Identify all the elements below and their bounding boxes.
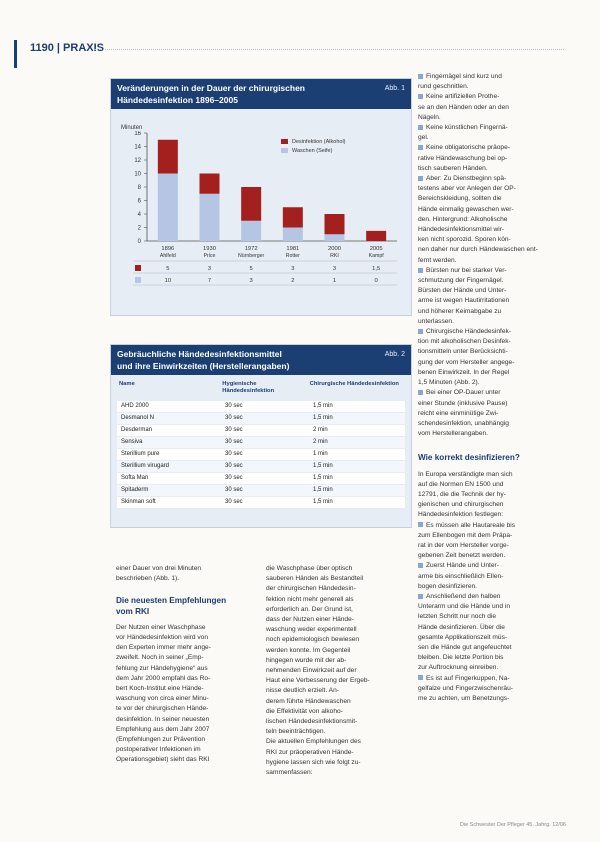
bullet-square-icon bbox=[418, 74, 423, 79]
cell-name: AHD 2000 bbox=[121, 403, 149, 409]
text-line: erforderlich an. Der Grund ist, bbox=[266, 605, 353, 613]
text-line: 12791, die die Technik der hy- bbox=[418, 490, 506, 498]
bullet-text: nen daher nur durch Händewaschen ent- bbox=[418, 246, 538, 254]
category-year-label: 1981 bbox=[286, 246, 300, 252]
bullet-line bbox=[418, 235, 566, 245]
text-line: vor Händedesinfektion wird von bbox=[116, 634, 208, 642]
bullet-text: den. Hintergrund: Alkoholische bbox=[418, 215, 508, 223]
text-line: RKI zur präoperativen Hände- bbox=[266, 748, 354, 756]
table-row bbox=[117, 473, 405, 484]
cell-name: Desderman bbox=[121, 427, 153, 433]
cell-chirurgisch: 1 min bbox=[313, 451, 328, 457]
bullet-line bbox=[418, 225, 566, 235]
row-waschen-value: 7 bbox=[207, 278, 212, 284]
subhead-rki-line2: vom RKI bbox=[116, 606, 150, 616]
row-desinfektion-value: 3 bbox=[291, 266, 295, 272]
category-year-label: 1896 bbox=[161, 246, 175, 252]
text-line: fektion nicht mehr generell als bbox=[266, 595, 354, 603]
bullet-line bbox=[418, 623, 566, 633]
row-waschen-value: 10 bbox=[164, 278, 172, 284]
table-header-chirurgisch: Chirurgische Händedesinfektion bbox=[309, 381, 399, 387]
bullet-text: schmutzung der Fingernägel. bbox=[418, 277, 504, 285]
text-line: Haut eine Verbesserung der Ergeb- bbox=[266, 677, 370, 685]
bar-waschen bbox=[325, 234, 345, 241]
cell-hygienisch: 30 sec bbox=[225, 427, 243, 433]
y-tick-label: 0 bbox=[137, 239, 141, 245]
row-desinfektion-value: 3 bbox=[207, 266, 212, 272]
bullet-text: gel. bbox=[418, 134, 429, 142]
text-line: die Effektivität von alkoho- bbox=[266, 707, 343, 715]
bullet-item bbox=[418, 123, 566, 143]
bullet-text: rative Händewaschung bei op- bbox=[418, 154, 508, 162]
bullet-square-icon bbox=[418, 176, 423, 181]
bullet-line bbox=[418, 592, 566, 602]
bullet-item bbox=[418, 388, 566, 439]
bar-desinfektion bbox=[283, 207, 303, 227]
text-line: nisse deutlich erzielt. An- bbox=[266, 687, 339, 695]
bullet-text: sen die Hände gut angefeuchtet bbox=[418, 643, 512, 651]
bullet-text: Keine künstlichen Fingernä- bbox=[426, 124, 508, 132]
text-line: einer Dauer von drei Minuten bbox=[116, 565, 202, 572]
y-tick-label: 16 bbox=[134, 131, 141, 137]
category-author-label: Price bbox=[203, 253, 216, 259]
bullet-text: zum Ellenbogen mit dem Präpa- bbox=[418, 531, 513, 539]
bullet-text: rat in der vom Hersteller vorge- bbox=[418, 541, 509, 549]
cell-name: Spitaderm bbox=[121, 487, 149, 493]
bullet-line bbox=[418, 572, 566, 582]
bullet-line bbox=[418, 143, 566, 153]
y-tick-label: 4 bbox=[137, 212, 141, 218]
text-line: te vor der chirurgischen Hände- bbox=[116, 705, 209, 713]
bullet-text: 1,5 Minuten (Abb. 2). bbox=[418, 379, 480, 387]
cell-hygienisch: 30 sec bbox=[225, 499, 243, 505]
text-line: (Empfehlungen zur Prävention bbox=[116, 736, 206, 744]
row-desinfektion-value: 5 bbox=[249, 266, 253, 272]
bullet-text: gesamte Applikationszeit müs- bbox=[418, 633, 508, 641]
bullet-item bbox=[418, 521, 566, 562]
bullet-text: arme ist wegen Hautirritationen bbox=[418, 297, 510, 305]
bullet-text: Hände einmalig gewaschen wer- bbox=[418, 205, 514, 213]
bullet-text: tisch sauberen Händen. bbox=[418, 164, 488, 172]
header-accent-bar bbox=[14, 40, 17, 68]
subhead-rki bbox=[116, 596, 256, 616]
bullet-text: bleiben. Die letzte Portion bis bbox=[418, 654, 504, 662]
bullet-text: schendesinfektion, unabhängig bbox=[418, 419, 509, 427]
category-author-label: Ahlfeld bbox=[159, 253, 176, 259]
bullet-text: Zuerst Hände und Unter- bbox=[426, 562, 499, 570]
bullet-text: se an den Händen oder an den bbox=[418, 103, 509, 111]
bullet-line bbox=[418, 327, 566, 337]
page-header: 1190 | PRAXIS bbox=[30, 42, 105, 54]
cell-hygienisch: 30 sec bbox=[225, 475, 243, 481]
bullet-line bbox=[418, 337, 566, 347]
bar-waschen bbox=[283, 228, 303, 242]
bullet-line bbox=[418, 317, 566, 327]
figure-1-title-line1: Veränderungen in der Dauer der chirurgischen bbox=[117, 83, 305, 93]
bullet-line bbox=[418, 276, 566, 286]
bullet-item bbox=[418, 92, 566, 123]
cell-hygienisch: 30 sec bbox=[225, 439, 243, 445]
y-tick-label: 8 bbox=[137, 185, 141, 191]
bullet-item bbox=[418, 674, 566, 705]
cell-chirurgisch: 1,5 min bbox=[313, 463, 333, 469]
bullet-line bbox=[418, 674, 566, 684]
text-line: hygiene lassen sich wie folgt zu- bbox=[266, 758, 361, 766]
bullet-text: tion mit alkoholischen Desinfek- bbox=[418, 338, 511, 346]
category-author-label: RKI bbox=[330, 253, 339, 259]
bullet-text: me zu achten, um Benetzungs- bbox=[418, 694, 510, 702]
page-footer: Die Schwester Der Pfleger 45. Jahrg. 12/06 bbox=[459, 822, 566, 828]
legend-label-desinfektion: Desinfektion (Alkohol) bbox=[292, 138, 346, 145]
cell-name: Skinman soft bbox=[121, 499, 156, 505]
column-left bbox=[116, 564, 256, 766]
bullet-line bbox=[418, 633, 566, 643]
cell-hygienisch: 30 sec bbox=[225, 487, 243, 493]
text-line: hingegen wurde mit der ab- bbox=[266, 656, 347, 664]
bullet-line bbox=[418, 612, 566, 622]
row-desinfektion-value: 1,5 bbox=[372, 266, 381, 272]
bullet-line bbox=[418, 184, 566, 194]
cell-chirurgisch: 1,5 min bbox=[313, 499, 333, 505]
bullet-line bbox=[418, 245, 566, 255]
bullet-line bbox=[418, 582, 566, 592]
bullet-line bbox=[418, 205, 566, 215]
text-line: teln beeinträchtigen. bbox=[266, 728, 326, 736]
figure-1 bbox=[110, 78, 412, 316]
bullet-line bbox=[418, 347, 566, 357]
row-swatch-desinfektion bbox=[135, 265, 141, 271]
bar-waschen bbox=[158, 174, 178, 242]
bullet-line bbox=[418, 113, 566, 123]
bullet-line bbox=[418, 133, 566, 143]
cell-name: Sterillium virugard bbox=[121, 463, 170, 469]
bullet-square-icon bbox=[418, 522, 423, 527]
bullet-text: Bei einer OP-Dauer unter bbox=[426, 389, 501, 397]
bullet-square-icon bbox=[418, 563, 423, 568]
bullet-line bbox=[418, 286, 566, 296]
text-line: beschrieben (Abb. 1). bbox=[116, 575, 180, 583]
bar-waschen bbox=[241, 221, 261, 241]
table-header-hygienisch: Hygienische Händedesinfektion bbox=[222, 381, 275, 394]
bullet-line bbox=[418, 307, 566, 317]
text-line: noch epidemiologisch bewiesen bbox=[266, 636, 360, 644]
bullet-text: Chirurgische Händedesinfek- bbox=[426, 328, 512, 336]
text-line: lischen Händedesinfektionsmit- bbox=[266, 718, 358, 726]
bullet-square-icon bbox=[418, 125, 423, 130]
bullet-square-icon bbox=[418, 390, 423, 395]
table-row bbox=[117, 485, 405, 496]
bullet-text: unterlassen. bbox=[418, 317, 454, 325]
text-line: fehlung zur Händehygiene“ aus bbox=[116, 664, 208, 672]
text-line: sammenfassen: bbox=[266, 769, 313, 777]
bullet-line bbox=[418, 531, 566, 541]
bullet-text: Es ist auf Fingerkuppen, Na- bbox=[426, 674, 510, 682]
figure-2 bbox=[110, 344, 412, 528]
cell-hygienisch: 30 sec bbox=[225, 403, 243, 409]
row-desinfektion-value: 5 bbox=[166, 266, 170, 272]
bullet-text: gung der vom Hersteller angege- bbox=[418, 358, 515, 366]
category-author-label: Kampf bbox=[368, 253, 384, 259]
text-line: auf die Normen EN 1500 und bbox=[418, 480, 504, 488]
cell-name: Softa Man bbox=[121, 475, 149, 481]
bullet-line bbox=[418, 194, 566, 204]
bullet-text: ken nicht sporozid. Sporen kön- bbox=[418, 236, 511, 244]
bullet-line bbox=[418, 82, 566, 92]
bullet-text: Fingernägel sind kurz und bbox=[426, 73, 502, 80]
category-author-label: Rotter bbox=[285, 253, 300, 259]
bullet-line bbox=[418, 164, 566, 174]
chart-legend bbox=[281, 137, 346, 155]
bullet-text: bogen desinfizieren. bbox=[418, 582, 478, 590]
bullet-text: gelfalze und Fingerzwischenräu- bbox=[418, 684, 513, 692]
subhead-rki-line1: Die neuesten Empfehlungen bbox=[116, 596, 227, 606]
bullet-square-icon bbox=[418, 145, 423, 150]
bar-desinfektion bbox=[325, 214, 345, 234]
cell-name: Desmanol N bbox=[121, 415, 155, 421]
bullet-text: zur Auftrocknung einreiben. bbox=[418, 664, 499, 672]
bullet-square-icon bbox=[418, 94, 423, 99]
bullet-text: Anschließend den halben bbox=[426, 592, 501, 600]
bullet-item bbox=[418, 174, 566, 266]
bullet-line bbox=[418, 602, 566, 612]
bullet-text: arme bis einschließlich Ellen- bbox=[418, 572, 504, 580]
figure-2-title-line2: und ihre Einwirkzeiten (Herstellerangaben) bbox=[117, 361, 290, 371]
legend-label-waschen: Waschen (Seife) bbox=[292, 147, 333, 154]
bullet-line bbox=[418, 541, 566, 551]
cell-chirurgisch: 1,5 min bbox=[313, 415, 333, 421]
text-line: Operationsgebiet) sieht das RKI bbox=[116, 756, 210, 764]
header-rule bbox=[94, 49, 564, 50]
text-line: der chirurgischen Händedesin- bbox=[266, 585, 356, 593]
bullet-line bbox=[418, 174, 566, 184]
bullet-text: Es müssen alle Hautareale bis bbox=[426, 521, 516, 529]
bullet-text: Bürsten der Hände und Unter- bbox=[418, 287, 507, 295]
table-row bbox=[117, 461, 405, 472]
bullet-item bbox=[418, 266, 566, 327]
bullet-text: letzten Schritt nur noch die bbox=[418, 613, 497, 621]
bullet-line bbox=[418, 388, 566, 398]
row-swatch-waschen bbox=[135, 277, 141, 283]
bullet-text: Bürsten nur bei starker Ver- bbox=[426, 266, 507, 274]
bullet-line bbox=[418, 521, 566, 531]
bullet-line bbox=[418, 256, 566, 266]
bullet-text: Unterarm und die Hände und in bbox=[418, 603, 511, 611]
figure-2-title-line1: Gebräuchliche Händedesinfektionsmittel bbox=[117, 349, 282, 359]
text-line: desinfektion. In seiner neuesten bbox=[116, 715, 210, 723]
bullet-square-icon bbox=[418, 329, 423, 334]
bullet-line bbox=[418, 643, 566, 653]
text-line: derem führte Händewaschen bbox=[266, 697, 351, 705]
bar-desinfektion bbox=[158, 140, 178, 174]
bullet-text: Aber: Zu Dienstbeginn spä- bbox=[426, 175, 507, 183]
bullet-text: gebenen Zeit benetzt werden. bbox=[418, 552, 506, 560]
bullet-line bbox=[418, 561, 566, 571]
cell-chirurgisch: 1,5 min bbox=[313, 487, 333, 493]
cell-hygienisch: 30 sec bbox=[225, 463, 243, 469]
bullet-text: benen Einwirkzeit. In der Regel bbox=[418, 368, 510, 376]
bullet-line bbox=[418, 103, 566, 113]
bullet-line bbox=[418, 266, 566, 276]
table-body bbox=[117, 401, 405, 508]
text-line: sauberen Händen als Bestandteil bbox=[266, 575, 364, 583]
row-desinfektion-value: 3 bbox=[332, 266, 337, 272]
bullet-text: reicht eine einminütige Zwi- bbox=[418, 409, 499, 417]
bar-desinfektion bbox=[366, 231, 386, 241]
y-tick-label: 14 bbox=[134, 144, 141, 151]
table-row bbox=[117, 437, 405, 448]
bullet-text: Keine artifiziellen Prothe- bbox=[426, 93, 500, 101]
bullet-line bbox=[418, 399, 566, 409]
text-line: werden konnte. Im Gegenteil bbox=[266, 646, 351, 654]
bullet-item bbox=[418, 327, 566, 388]
bullet-line bbox=[418, 123, 566, 133]
bullet-text: testens aber vor Anlegen der OP- bbox=[418, 185, 516, 193]
table-row bbox=[117, 497, 405, 508]
bullet-square-icon bbox=[418, 675, 423, 680]
bullet-text: fernt werden. bbox=[418, 256, 457, 264]
bullet-text: tionsmitteln unter Berücksichti- bbox=[418, 348, 508, 356]
row-waschen-value: 1 bbox=[332, 278, 337, 284]
text-line: Händedesinfektion festlegen: bbox=[418, 511, 504, 519]
text-line: Der Nutzen einer Waschphase bbox=[116, 623, 206, 631]
bullet-text: und höherer Keimabgabe zu bbox=[418, 307, 502, 315]
y-tick-label: 12 bbox=[134, 158, 141, 164]
table-row bbox=[117, 449, 405, 460]
bullet-line bbox=[418, 378, 566, 388]
figure-1-title-line2: Händedesinfektion 1896–2005 bbox=[117, 95, 238, 105]
y-tick-label: 2 bbox=[137, 225, 141, 232]
bar-desinfektion bbox=[241, 187, 261, 221]
text-line: dem Jahr 2000 empfahl das Ro- bbox=[116, 674, 211, 682]
row-waschen-value: 0 bbox=[374, 278, 378, 284]
table-row bbox=[117, 401, 405, 412]
figure-2-header bbox=[111, 345, 411, 375]
table-header bbox=[117, 381, 405, 399]
bullet-line bbox=[418, 429, 566, 439]
table-header-name: Name bbox=[119, 381, 135, 387]
bullet-text: Nägeln. bbox=[418, 113, 441, 121]
bullet-text: rund geschnitten. bbox=[418, 83, 469, 91]
y-axis-unit: Minuten bbox=[121, 125, 143, 131]
text-line: die Waschphase über optisch bbox=[266, 565, 353, 572]
text-line: bert Koch-Institut eine Hände- bbox=[116, 685, 204, 693]
cell-hygienisch: 30 sec bbox=[225, 451, 243, 457]
bullet-line bbox=[418, 409, 566, 419]
text-line: postoperativer Infektionen im bbox=[116, 746, 201, 754]
category-author-label: Nürnberger bbox=[238, 253, 265, 259]
text-line: zweifelt. Noch in seiner „Emp- bbox=[116, 654, 204, 662]
bullet-text: Hände desinfizieren. Über die bbox=[418, 623, 505, 631]
y-tick-label: 6 bbox=[137, 198, 141, 205]
column-middle bbox=[266, 564, 406, 778]
bar-waschen bbox=[200, 194, 220, 241]
category-year-label: 2005 bbox=[369, 246, 383, 252]
cell-chirurgisch: 2 min bbox=[313, 439, 328, 445]
bullet-square-icon bbox=[418, 594, 423, 599]
bullet-line bbox=[418, 368, 566, 378]
figure-2-tag: Abb. 2 bbox=[384, 351, 405, 358]
bullet-text: Bereichskleidung, sollten die bbox=[418, 195, 502, 203]
text-line: waschung weder experimentell bbox=[266, 626, 357, 634]
text-line: nehmenden Einwirkzeit auf der bbox=[266, 667, 357, 675]
category-year-label: 2000 bbox=[328, 246, 341, 252]
bullet-line bbox=[418, 419, 566, 429]
bullet-square-icon bbox=[418, 268, 423, 273]
category-year-label: 1930 bbox=[203, 246, 216, 252]
bullet-line bbox=[418, 663, 566, 673]
text-line: Die aktuellen Empfehlungen des bbox=[266, 738, 361, 746]
bullet-item bbox=[418, 561, 566, 592]
figure-1-tag: Abb. 1 bbox=[384, 85, 405, 92]
bullet-text: vom Herstellerangaben. bbox=[418, 430, 489, 438]
bullet-line bbox=[418, 72, 566, 82]
bullet-item bbox=[418, 143, 566, 174]
row-waschen-value: 3 bbox=[249, 278, 253, 284]
bullet-text: Keine obligatorische präope- bbox=[426, 144, 510, 152]
legend-swatch-desinfektion bbox=[281, 139, 288, 144]
text-line: waschung von circa einer Minu- bbox=[116, 695, 209, 703]
cell-chirurgisch: 1,5 min bbox=[313, 475, 333, 481]
text-line: gienischen und chirurgischen bbox=[418, 501, 504, 509]
bullet-line bbox=[418, 92, 566, 102]
bullet-line bbox=[418, 653, 566, 663]
figure-1-header bbox=[111, 79, 411, 109]
table-row bbox=[117, 425, 405, 436]
bullet-line bbox=[418, 215, 566, 225]
table-row bbox=[117, 413, 405, 424]
bullet-line bbox=[418, 358, 566, 368]
cell-chirurgisch: 2 min bbox=[313, 427, 328, 433]
text-line: dass der Nutzen einer Hände- bbox=[266, 616, 354, 624]
column-right bbox=[418, 72, 566, 704]
row-waschen-value: 2 bbox=[291, 278, 295, 284]
cell-name: Sensiva bbox=[121, 439, 143, 445]
text-line: In Europa verständigte man sich bbox=[418, 470, 513, 478]
bullet-text: Händedesinfektionsmittel wir- bbox=[418, 226, 505, 234]
bullet-item bbox=[418, 72, 566, 92]
bullet-line bbox=[418, 684, 566, 694]
subhead-desinfizieren: Wie korrekt desinfizieren? bbox=[418, 453, 520, 463]
text-line: den Experten immer mehr ange- bbox=[116, 644, 211, 652]
legend-swatch-waschen bbox=[281, 148, 288, 153]
bullet-line bbox=[418, 296, 566, 306]
bar-chart bbox=[111, 131, 411, 311]
cell-name: Sterillium pure bbox=[121, 451, 160, 457]
text-line: Empfehlung aus dem Jahr 2007 bbox=[116, 725, 210, 733]
bullet-line bbox=[418, 154, 566, 164]
cell-chirurgisch: 1,5 min bbox=[313, 403, 333, 409]
bar-desinfektion bbox=[200, 174, 220, 194]
cell-hygienisch: 30 sec bbox=[225, 415, 243, 421]
category-year-label: 1972 bbox=[244, 246, 258, 252]
bullet-item bbox=[418, 592, 566, 674]
bullet-text: einer Stunde (inklusive Pause) bbox=[418, 399, 508, 407]
bullet-line bbox=[418, 694, 566, 704]
y-tick-label: 10 bbox=[134, 171, 141, 178]
bullet-line bbox=[418, 551, 566, 561]
